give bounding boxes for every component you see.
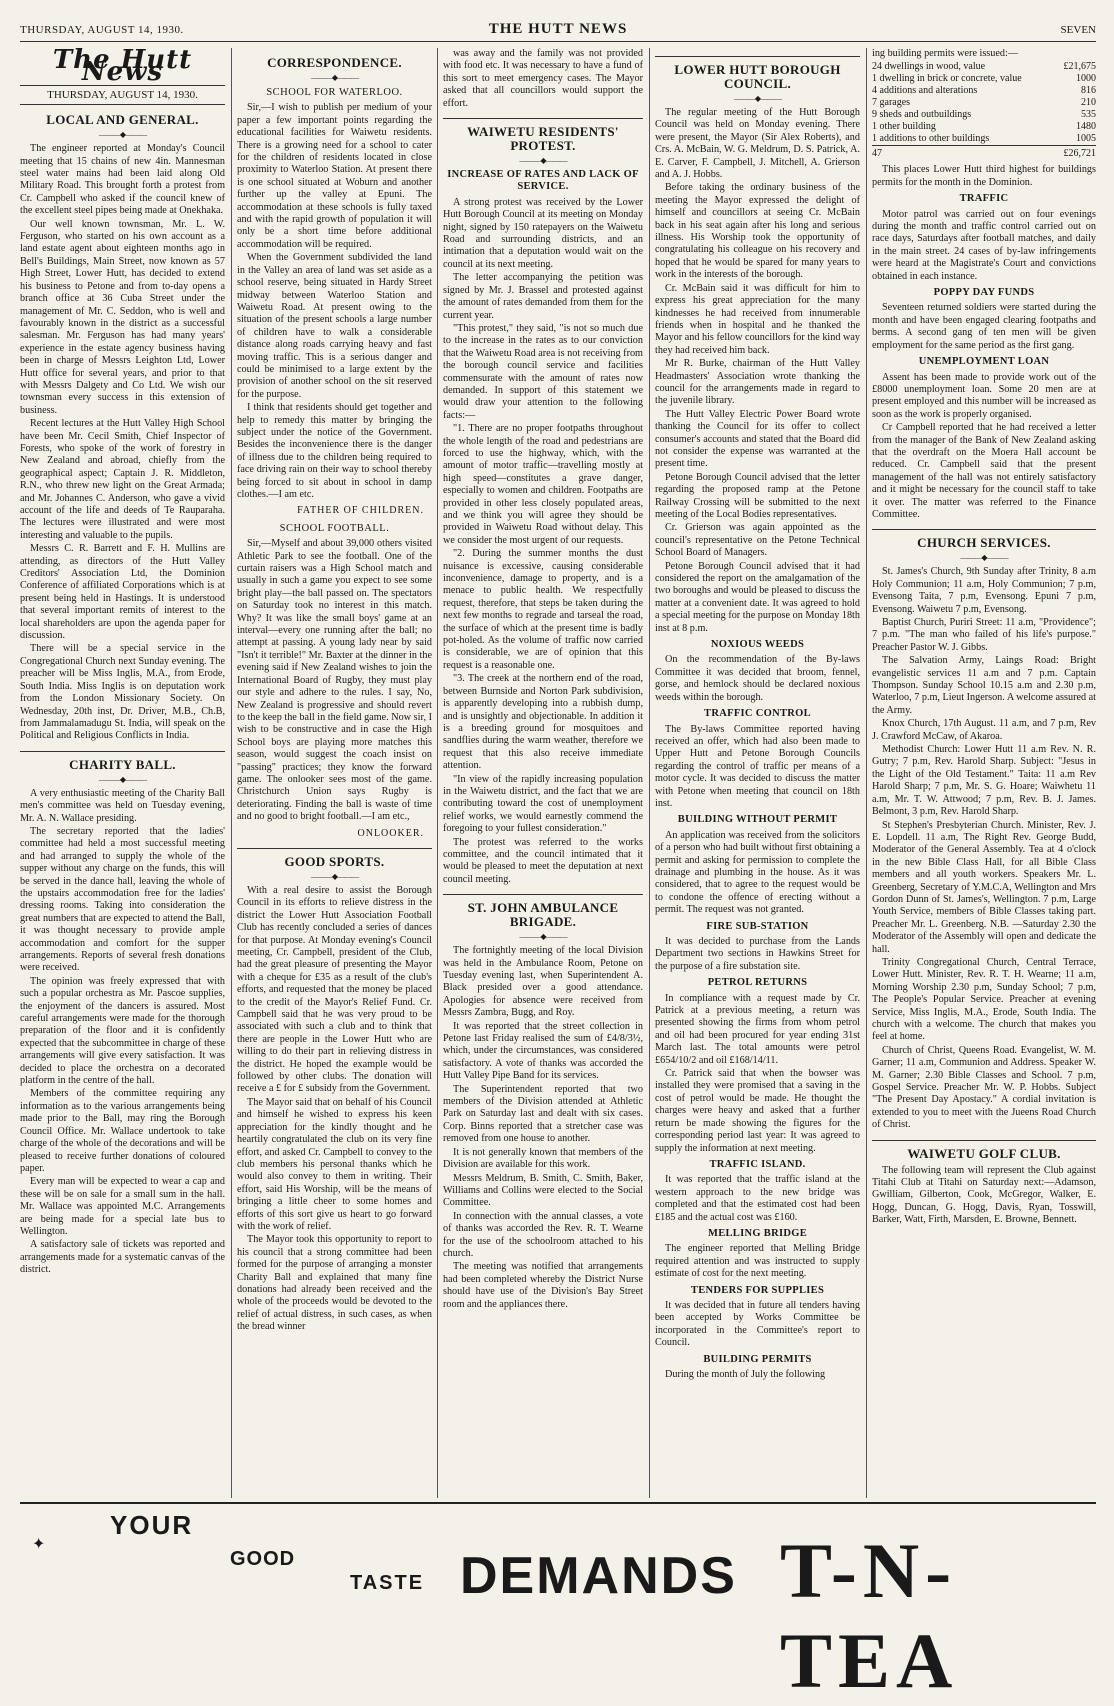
- article-paragraph: Cr. Patrick said that when the bowser was installed they were promised that a saving in the cost of petrol would be made. He thought the charges were heavy and asked that a further return be made showing the figures for the corresponding period last year: It was agreed to supply the information at next meeting.: [655, 1068, 860, 1154]
- subheading-traffic: TRAFFIC: [959, 193, 1009, 205]
- article-paragraph: It was decided to purchase from the Lands Department two sections in Hawkins Street for the purpose of a fire substation site.: [655, 936, 860, 972]
- letter-paragraph: I think that residents should get together and help to remedy this matter by bringing the subject under the notice of the Government. Besides the inconvenience there is the danger of illness due to the children being required to face driving rain on their way to school thereby being forced to sit about in school in damp clothes.—I am etc.: [237, 402, 432, 500]
- article-paragraph: The By-laws Committee reported having received an offer, which had also been made to Upper Hutt and Petone Borough Councils regarding the control of traffic per means of a motor cycle. It was decided to discuss the matter with Petone when meeting that council on 18th inst.: [655, 723, 860, 809]
- letter-paragraph: Sir,—Myself and about 39,000 others visited Athletic Park to see the football. One of the curtain raisers was a High School match and usually in such a game you expect to see some bright play—the ball passed on. The spectators on Saturday took no interest in this match. Why? It was like the small boys' game at an interval—every one running after the ball; no attempt at passing. A young lady near by said "Isn't it terrible!" Mr. Baxter at the dinner in the evening said if New Zealand wishes to join the International Board of Rugby, they must play our style and adhere to the rules. I say, No, New Zealand is progressive and should revert to the keep the ball in the field game. Now sir, I wish to be constructive and in case the High School boys are playing more matches this season, would suggest the coach insist on "passing" practices; they know the forward game. The onlooker sees most of the game. Christchurch Union says Rugby is deteriorating. Finding the ball is waste of time and no good to bright football.—I am etc.,: [237, 538, 432, 823]
- article-paragraph: Before taking the ordinary business of the meeting the Mayor expressed the delight of himself and councillors at seeing Cr. McBain back in his seat again after his long and serious illness. His Worship took the opportunity of congratulating his colleague on his recovery and hoped that he would be spared for many years to work in the interests of the borough.: [655, 182, 860, 281]
- church-listing: St Stephen's Presbyterian Church. Minister, Rev. J. E. Lopdell. 11 a.m, The Right Rev. George Budd, Moderator of the General Assembly. Tea at 4 o'clock in the new Bible Class Hall, for all Bible Class members and all youth workers. Speakers Mr. L. Greenberg, Secretary of Y.M.C.A, Wellington and Mrs Gordon Dunn of St. James's, Wellington. 7 p.m, Large Youth Service, members of Bible Classes taking part. Preacher Mr. L. Greenberg. N.B. —Saturday 2.30 the Moderator of the Assembly will open and dedicate the hall.: [872, 819, 1096, 955]
- article-paragraph: In connection with the annual classes, a vote of thanks was accorded the Rev. R. T. Wearne for the use of the schoolroom attached to his church.: [443, 1210, 643, 1259]
- permit-label: 4 additions and alterations: [872, 85, 978, 97]
- article-paragraph: A strong protest was received by the Lower Hutt Borough Council at its meeting on Monday night, signed by 150 ratepayers on the Waiwetu Road and surrounding districts, and an intimation that a deputation would wait on the council at its next meeting.: [443, 196, 643, 270]
- article-paragraph: The fortnightly meeting of the local Division was held in the Ambulance Room, Petone on Tuesday evening last, when Superintendent A. Black presided over a good attendance. Apologies for absence were received from Messrs Zambra, Bugg, and Roy.: [443, 945, 643, 1019]
- tea-advertisement: [20, 1502, 1096, 1704]
- permit-label: 24 dwellings in wood, value: [872, 61, 986, 73]
- church-listing: St. James's Church, 9th Sunday after Trinity, 8 a.m Holy Communion; 11 a.m, Holy Communion; 7 p.m, Evensong Taita, 7 p.m, Evensong. Epuni 7 p.m, Evensong. Waiwetu 7 p.m, Evensong.: [872, 566, 1096, 615]
- divider-ornament: [20, 131, 225, 139]
- ad-text-good: GOOD: [230, 1548, 296, 1570]
- nameplate: The Hutt News: [52, 45, 193, 88]
- subheading-increase-of-rates: INCREASE OF RATES AND LACK OF SERVICE.: [447, 169, 639, 193]
- building-permit-row: [872, 61, 1096, 73]
- article-paragraph: In compliance with a request made by Cr. Patrick at a previous meeting, a return was presented showing the firms from whom petrol and oil had been procured for year ending 31st March last. The total amounts were petrol £654/10/2 and oil £168/14/11.: [655, 992, 860, 1066]
- permit-value: £21,675: [1063, 61, 1096, 73]
- article-paragraph: During the month of July the following: [665, 1369, 826, 1380]
- divider-ornament: [872, 554, 1096, 562]
- permit-value: 210: [1081, 97, 1096, 109]
- subheading-unemployment-loan: UNEMPLOYMENT LOAN: [918, 356, 1050, 368]
- subheading-school-for-waterloo: SCHOOL FOR WATERLOO.: [266, 87, 403, 98]
- article-paragraph: Mr R. Burke, chairman of the Hutt Valley Headmasters' Association wrote thanking the council for the arrangements made in regard to the juvenile library.: [655, 358, 860, 407]
- article-paragraph: Members of the committee requiring any information as to the various arrangements being made prior to the Ball, may ring the Borough Council Office. Mr. Wallace undertook to take charge of the whole of the decorations and will be pleased to receive further donations of coloured paper.: [20, 1088, 225, 1174]
- subheading-petrol-returns: PETROL RETURNS: [707, 977, 808, 989]
- article-paragraph: Messrs C. R. Barrett and F. H. Mullins are attending, as directors of the Hutt Valley Creditors' Association Ltd, the Dominion Conference of affiliated Corporations which is at present being held in Hastings. It is understood that several important remits of interest to the local shareholders are upon the agenda paper for discussion.: [20, 543, 225, 642]
- nameplate-dateline: THURSDAY, AUGUST 14, 1930.: [20, 85, 225, 105]
- subheading-noxious-weeds: NOXIOUS WEEDS: [710, 639, 805, 651]
- subheading-building-without-permit: BUILDING WITHOUT PERMIT: [677, 814, 838, 826]
- ad-brand-name: T-N-TEA: [780, 1527, 959, 1704]
- article-paragraph: Petone Borough Council advised that the letter regarding the proposed ramp at the Petone Railway Crossing will be submitted to the next meeting of the Local Bodies representatives.: [655, 471, 860, 520]
- article-paragraph: ing building permits were issued:—: [872, 48, 1019, 59]
- article-paragraph: "1. There are no proper footpaths throughout the whole length of the road and pedestrians are forced to use the highway, which, with the amount of motor traffic—travelling mostly at high speed—constitutes a grave danger, especially to women and children. Footpaths are provided in other less closely populated areas, and we think you will agree they should be provided in Waiwetu Road without delay. This we consider the most urgent of our requests.: [443, 423, 643, 546]
- divider-ornament: [443, 157, 643, 165]
- article-paragraph: "2. During the summer months the dust nuisance is excessive, causing considerable inconvenience, damage to property, and is a menace to public health. We respectfully request, therefore, that steps be taken during the next few months to regrade and tarseal the road, the surface of which at the present time is badly pot-holed. As the volume of traffic now carried is considerable, we are of opinion that this request is a reasonable one.: [443, 548, 643, 671]
- heading-waiwetu-residents-protest: WAIWETU RESIDENTS' PROTEST.: [443, 118, 643, 153]
- article-paragraph: The opinion was freely expressed that with such a popular orchestra as Mr. Pascoe supplies, the enjoyment of the dancers is assured. Most careful arrangements were made for the thorough preparation of the floor and it is confidently expected that the subcommittee in charge of these arrangements will give every satisfaction. It was decided to place the orchestra on a decorated platform in the centre of the hall.: [20, 975, 225, 1087]
- article-paragraph: The protest was referred to the works committee, and the council intimated that it would be pleased to meet the deputation at next council meeting.: [443, 836, 643, 885]
- church-listing: Baptist Church, Puriri Street: 11 a.m, "Providence"; 7 p.m. "The man who failed of his life's purpose." Preacher Pastor W. J. Gibbs.: [872, 617, 1096, 653]
- permit-label: 1 other building: [872, 121, 936, 133]
- column-5: [872, 48, 1096, 1498]
- article-paragraph: The letter accompanying the petition was signed by Mr. J. Brassel and protested against the amount of rates demanded from them for the current year.: [443, 272, 643, 321]
- ad-text-taste: TASTE: [350, 1572, 425, 1594]
- permit-value: 816: [1081, 85, 1096, 97]
- subheading-traffic-island: TRAFFIC ISLAND.: [709, 1158, 806, 1170]
- article-paragraph: The secretary reported that the ladies' committee had held a most successful meeting and had arranged to supply the whole of the supper without any charge on the funds, this will be served in the dance hall, leaving the whole of the upstairs accommodation free for the ladies' dressing rooms. Taking into consideration the great numbers that are expected to attend the Ball, it was thought necessary to provide ample accommodation and comfort for the supper arrangements. Reports of several fresh donations were received.: [20, 825, 225, 974]
- subheading-melling-bridge: MELLING BRIDGE: [707, 1227, 807, 1239]
- permit-label: 1 dwelling in brick or concrete, value: [872, 73, 1022, 85]
- ad-text-demands: DEMANDS: [460, 1547, 737, 1605]
- building-permit-row: [872, 133, 1096, 146]
- permit-label: 9 sheds and outbuildings: [872, 109, 972, 121]
- article-paragraph: Cr Campbell reported that he had received a letter from the manager of the Bank of New Zealand asking that the overdraft on the Moera Hall account be reduced. Cr. Campbell said that the present management of the hall was not entirely satisfactory and it might be necessary for the council staff to take it over. The matter was referred to the Finance Committee.: [872, 422, 1096, 520]
- article-paragraph: With a real desire to assist the Borough Council in its efforts to relieve distress in the district the Lower Hutt Association Football Club has recently concluded a series of dances for that purpose. At Monday evening's Council meeting, Cr. Campbell, president of the Club, had the great pleasure of presenting the Mayor with a cheque for £35 as a result of the club's efforts, and requested that the money be placed to the credit of the Mayor's Relief Fund. Cr. Campbell said that he was very proud to be associated with such a club and to think that there are people in the Lower Hutt who are willing to do their part in relieving distress in the district. He hoped the example would be followed by other clubs. The donation will receive a £ for £ subsidy from the Government.: [237, 884, 432, 1095]
- ad-text-your: YOUR: [110, 1510, 194, 1540]
- permit-label: 1 additions to other buildings: [872, 133, 990, 145]
- article-paragraph: was away and the family was not provided with food etc. It was necessary to have a fund of this sort to meet emergency cases. The Mayor asked that all councillors would support the effort.: [443, 48, 643, 109]
- article-paragraph: Petone Borough Council advised that it had considered the report on the amalgamation of the two boroughs and would be pleased to discuss the matter at a convenient date. It was agreed to hold a special meeting for the purpose on Monday 18th inst at 8 p.m.: [655, 560, 860, 634]
- building-permit-row: [872, 109, 1096, 121]
- total-value: £26,721: [1056, 146, 1096, 161]
- building-permits-total-row: [872, 146, 1096, 161]
- building-permit-row: [872, 121, 1096, 133]
- article-paragraph: Messrs Meldrum, B. Smith, C. Smith, Baker, Williams and Collins were elected to the Social Committee.: [443, 1172, 643, 1209]
- masthead-title: THE HUTT NEWS: [488, 21, 628, 37]
- article-paragraph: The meeting was notified that arrangements had been completed whereby the District Nurse should have use of the Division's Bay Street room and the appliances there.: [443, 1261, 643, 1310]
- heading-good-sports: GOOD SPORTS.: [237, 848, 432, 869]
- church-listing: Trinity Congregational Church, Central Terrace, Lower Hutt. Minister, Rev. R. T. H. Wearne; 11 a.m, Morning Worship 2.30 p.m, Sunday School; 7 p.m, The People's Popular Service. Preacher at evening Service, Miss Inglis, M.A., Erode, South India. The church with a welcome. The church that makes you feel at home.: [872, 956, 1096, 1043]
- total-count: 47: [872, 146, 1056, 161]
- letter-paragraph: Sir,—I wish to publish per medium of your paper a few important points regarding the educational facilities for Waiwetu residents. There is a growing need for a school to cater for the children of residents located in close proximity to Waterloo Station. At present there is one school situated at Woburn and another further up the valley at Epuni. The accommodation at these schools is fully taxed and with the rapid growth of population it will only be a short time before additional accommodation will be required.: [237, 102, 432, 250]
- letter-signature: ONLOOKER.: [357, 827, 424, 839]
- heading-waiwetu-golf-club: WAIWETU GOLF CLUB.: [872, 1140, 1096, 1161]
- column-rule: [866, 48, 867, 1498]
- permit-value: 535: [1081, 109, 1096, 121]
- article-paragraph: It is not generally known that members of the Division are available for this work.: [443, 1146, 643, 1171]
- article-paragraph: The Mayor took this opportunity to report to his council that a strong committee had been formed for the purpose of arranging a monster Charity Ball and explained that many fine donations had already been received and the whole of the proceeds would be devoted to the relief of actual distress, in such cases, as when the bread winner: [237, 1234, 432, 1333]
- article-paragraph: A satisfactory sale of tickets was reported and arrangements made for a systematic canvas of the district.: [20, 1239, 225, 1276]
- subheading-building-permits: BUILDING PERMITS: [703, 1353, 812, 1365]
- article-paragraph: Cr. Grierson was again appointed as the council's representative on the Petone Technical School Board of Managers.: [655, 522, 860, 559]
- building-permits-table: [872, 61, 1096, 160]
- column-3: [443, 48, 643, 1498]
- divider-ornament: [237, 74, 432, 82]
- article-paragraph: The engineer reported at Monday's Council meeting that 15 chains of new 4in. Mannesman steel water mains had been laid along Old Military Road. This brought forth a protest from Cr. Campbell who asked if the council knew of the excellent steel pipes being made at Onekhaka.: [20, 143, 225, 217]
- article-paragraph: "In view of the rapidly increasing population in the Waiwetu district, and the fact that we are contributing toward the cost of unemployment relief works, we would earnestly commend the foregoing to your fullest consideration.": [443, 773, 643, 835]
- building-permit-row: [872, 85, 1096, 97]
- heading-charity-ball: CHARITY BALL.: [20, 751, 225, 772]
- subheading-tenders-for-supplies: TENDERS FOR SUPPLIES: [690, 1284, 825, 1296]
- divider-ornament: [20, 776, 225, 784]
- article-paragraph: It was decided that in future all tenders having been accepted by Works Committee be incorporated in the Committee's report to Council.: [655, 1299, 860, 1349]
- church-listing: Methodist Church: Lower Hutt 11 a.m Rev. N. R. Gutry; 7 p.m, Rev. Harold Sharp. Subject: "Jesus in the Light of the Old Testament." Taita: 11 a.m Rev Harold Sharp; 7 p.m, Mr. S. G. Hoare; Waiwhetu 11 a.m, Mr. T. W. Attwood; 7 p.m, Rev. B. J. James. Belmont, 3 p.m, Rev. Harold Sharp.: [872, 744, 1096, 818]
- masthead: [20, 20, 1096, 42]
- article-paragraph: The engineer reported that Melling Bridge required attention and was instructed to supply estimate of cost for the next meeting.: [655, 1243, 860, 1280]
- article-paragraph: The Superintendent reported that two members of the Division attended at Athletic Park on Saturday last and dealt with six cases. Corp. Binns reported that a stretcher case was removed from one house to another.: [443, 1083, 643, 1145]
- permit-value: 1000: [1076, 73, 1096, 85]
- subheading-traffic-control: TRAFFIC CONTROL: [704, 708, 811, 720]
- heading-local-and-general: LOCAL AND GENERAL.: [46, 112, 199, 128]
- column-rule: [649, 48, 650, 1498]
- church-listing: Knox Church, 17th August. 11 a.m, and 7 p.m, Rev J. Crawford McCaw, of Akaroa.: [872, 718, 1096, 742]
- permit-value: 1480: [1076, 121, 1096, 133]
- article-paragraph: "3. The creek at the northern end of the road, between Burnside and Norton Park subdivision, is apparently developing into a rubbish dump, and is unsightly and objectionable. In addition it is a breeding ground for mosquitoes and sandflies during the warm weather, therefore we request that this also receive immediate attention.: [443, 673, 643, 772]
- article-paragraph: An application was received from the solicitors of a person who had built without first obtaining a permit and asking for permission to complete the drainage and plumbing in the house. As it was considered, that to agree to the request would be to condone the offence of erecting without a permit. The request was not granted.: [655, 829, 860, 916]
- column-rule: [231, 48, 232, 1498]
- article-paragraph: On the recommendation of the By-laws Committee it was decided that broom, fennel, gorse, and hemlock should be declared noxious weeds within the borough.: [655, 654, 860, 703]
- masthead-page-number: SEVEN: [1060, 24, 1096, 36]
- letter-signature: FATHER OF CHILDREN.: [297, 505, 424, 517]
- heading-st-john-ambulance: ST. JOHN AMBULANCE BRIGADE.: [443, 894, 643, 929]
- building-permit-row: [872, 73, 1096, 85]
- article-paragraph: The Hutt Valley Electric Power Board wrote thanking the Council for its offer to collect consumer's accounts and stated that the Board did not consider the expense was warranted at the present time.: [655, 408, 860, 470]
- subheading-school-football: SCHOOL FOOTBALL.: [279, 522, 390, 534]
- divider-ornament: [443, 933, 643, 941]
- permit-value: 1005: [1076, 133, 1096, 145]
- church-listing: Church of Christ, Queens Road. Evangelist, W. M. Garner; 11 a.m, Communion and Address. Speaker W. M. Garner; 2.30 Bible Classes and School. 7 p.m, Gospel Service. Preacher Mr. W. P. Hobbs. Subject "The Present Day Apostacy." A cordial invitation is extended to you to meet with the Jueens Road Church of Christ.: [872, 1044, 1096, 1131]
- article-paragraph: This places Lower Hutt third highest for buildings permits for the month in the Dominion.: [872, 164, 1096, 188]
- column-rule: [437, 48, 438, 1498]
- article-paragraph: It was reported that the street collection in Petone last Friday realised the sum of £4/8/3½, which, under the circumstances, was considered satisfactory. A vote of thanks was accorded the Hutt Valley Pipe Band for its services.: [443, 1020, 643, 1082]
- article-paragraph: It was reported that the traffic island at the western approach to the new bridge was completed and that the estimated cost had been £185 and the actual cost was £160.: [655, 1174, 860, 1223]
- building-permit-row: [872, 97, 1096, 109]
- star-ornament-icon: ✦: [32, 1536, 46, 1553]
- article-paragraph: "This protest," they said, "is not so much due to the increase in the rates as to our conviction that the Waiwetu Road area is not receiving from the borough council service and facilities commensurate with the amount of rates now demanded. In support of this statement we would draw your attention to the following facts:—: [443, 322, 643, 421]
- article-paragraph: Seventeen returned soldiers were started during the month and have been engaged clearing footpaths and berms. A second gang of ten men will be given employment for the same period as the first gang.: [872, 302, 1096, 351]
- article-paragraph: Cr. McBain said it was difficult for him to express his great appreciation for the many kindnesses he had received from innumerable friends when in hospital and he thanked the Mayor and his fellow councillors for the kind way they had received him back.: [655, 282, 860, 356]
- article-paragraph: Recent lectures at the Hutt Valley High School have been Mr. Cecil Smith, Chief Inspector of Forests, who spoke of the work of forestry in New Zealand and abroad, chiefly from the geographical aspect; Captain J. R. Middleton, R.N., who threw new light on the Great Armada; and Mr. Johannes C. Anderson, who gave a vivid account of the life and deeds of Te Rauparaha. The lectures were illustrated and were most interesting and valuable to the pupils.: [20, 418, 225, 541]
- heading-church-services: CHURCH SERVICES.: [872, 529, 1096, 550]
- column-1: [20, 45, 225, 1498]
- subheading-poppy-day-funds: POPPY DAY FUNDS: [933, 287, 1035, 299]
- divider-ornament: [237, 873, 432, 881]
- article-paragraph: A very enthusiastic meeting of the Charity Ball men's committee was held on Tuesday evening, Mr. A. N. Wallace presiding.: [20, 787, 225, 824]
- article-paragraph: Every man will be expected to wear a cap and these will be on sale for a small sum in the hall. Mr. Wallace was appointed M.C. Arrangements are being made for a special late bus to Wellington.: [20, 1176, 225, 1237]
- article-paragraph: The following team will represent the Club against Titahi Club at Titahi on Saturday next:—Adamson, Gwilliam, Gilberton, Cook, McGregor, Walker, E. Hogg, Duncan, G. Hogg, Davis, Ryan, Tosswill, Barker, Watt, Firth, Marsden, E. Browne, Bennett.: [872, 1164, 1096, 1226]
- divider-ornament: [655, 95, 860, 103]
- article-paragraph: The regular meeting of the Hutt Borough Council was held on Monday evening. There were present, the Mayor (Sir Alex Roberts), and Crs. A. McBain, W. G. Meldrum, D. S. Patrick, A. E. Carver, F. Campbell, J. Mitchell, A. Grierson and A. J. Hobbs.: [655, 107, 860, 181]
- article-paragraph: Motor patrol was carried out on four evenings during the month and traffic control carried out on race days, Saturdays after football matches, and daily in the main street. 24 cases of by-law infringements were heard at the Magistrate's Court and convictions obtained in each instance.: [872, 208, 1096, 282]
- article-paragraph: There will be a special service in the Congregational Church next Sunday evening. The preacher will be Miss Inglis, M.A., from Erode, South India. Miss Inglis is on deputation work from the London Missionary Society. On Wednesday, 20th inst, Dr. Driver, M.B., Ch.B, from Jammalamadugu St. India, will speak on the Political and Religious Conflicts in India.: [20, 643, 225, 742]
- heading-correspondence: CORRESPONDENCE.: [267, 55, 402, 70]
- church-listing: The Salvation Army, Laings Road: Bright evangelistic services 11 a.m and 7 p.m. Captain Thompson. Sunday School 10.15 a.m and 2.30 p.m, Waterloo, 7 p.m, Lieut Ingerson. A welcome assured at the Army.: [872, 655, 1096, 716]
- heading-lower-hutt-borough-council: LOWER HUTT BOROUGH COUNCIL.: [655, 56, 860, 91]
- masthead-date: THURSDAY, AUGUST 14, 1930.: [20, 24, 184, 36]
- letter-paragraph: When the Government subdivided the land in the Valley an area of land was set aside as a school reserve, being situated in Hardy Street midway between Waterloo Station and Waiwetu Road. At present owing to the situation of the present schools a large number of children have to walk a considerable distance along roads carrying heavy and fast moving traffic. This is a serious danger and could be minimised to a large extent by the provision of another school on the sit reserved for the purpose.: [237, 252, 432, 400]
- article-paragraph: The Mayor said that on behalf of his Council and himself he wished to express his keen appreciation for the kindly thought and he heartily congratulated the club on its very fine effort, and asked Cr. Campbell to convey to the club members his personal thanks which he would also convey to them in writing. Their effort, said His Worship, will be the means of bringing a little cheer to some homes and efforts of this sort give us heart to go forward with the work of relief.: [237, 1096, 432, 1232]
- subheading-fire-sub-station: FIRE SUB-STATION: [706, 920, 809, 932]
- column-4: [655, 48, 860, 1498]
- column-2: [237, 48, 432, 1498]
- permit-label: 7 garages: [872, 97, 911, 109]
- article-paragraph: Our well known townsman, Mr. L. W. Ferguson, who started on his own account as a land estate agent about eighteen months ago in Bell's Buildings, Main Street, now known as 57 High Street, Lower Hutt, has decided to extend his business to Petone and from to-day opens a branch office at 36 Cuba Street under the management of Mr. C. Seddon, who is well and favourably known in the district as a successful salesman. Mr. Ferguson has had many years' experience in the estate agency business having been in charge of Messrs Leighton Ltd, Lower Hutt office for several years, and prior to that with Messrs Dalgety and Co Ltd. We wish our townsman every success in this extension of business.: [20, 218, 225, 416]
- article-paragraph: Assent has been made to provide work out of the £8000 unemployment loan. Some 20 men are at present employed and this number will be increased as soon as the work is properly organised.: [872, 371, 1096, 420]
